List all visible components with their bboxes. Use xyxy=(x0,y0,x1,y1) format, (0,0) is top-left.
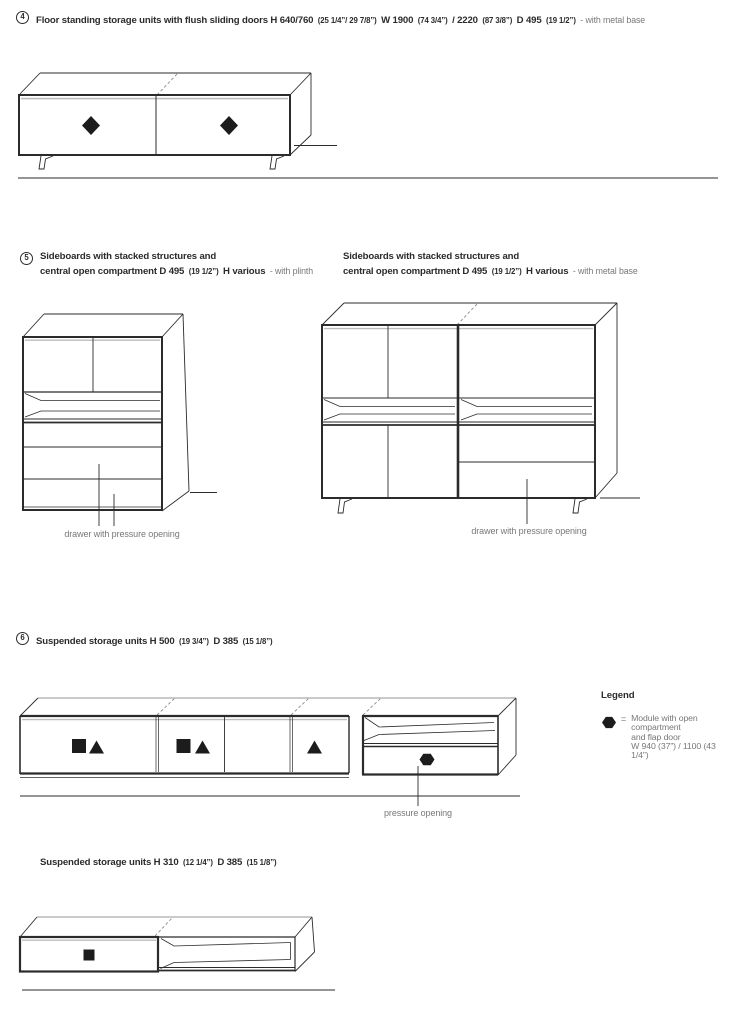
module-division-dashed-line xyxy=(291,698,309,715)
title-part: - with plinth xyxy=(269,265,314,276)
drawing-sideboard-metal-base xyxy=(322,303,640,524)
legend-line: W 940 (37”) / 1100 (43 1/4”) xyxy=(631,740,716,761)
title-part: Sideboards with stacked structures and xyxy=(40,251,217,262)
legend-row xyxy=(601,714,733,760)
module-division-dashed-line xyxy=(155,918,172,936)
title-part: (15 1/8”) xyxy=(246,858,277,867)
section5-left-title xyxy=(40,251,313,278)
open-compartment-interior xyxy=(461,414,592,420)
triangle-marker xyxy=(89,741,104,754)
open-compartment-interior xyxy=(365,718,494,728)
title-part: D 385 xyxy=(217,857,243,868)
legend-line: Module with open xyxy=(631,713,698,723)
legend-line: and flap door xyxy=(631,731,681,742)
diamond-marker xyxy=(82,116,100,135)
drawing-sideboard-plinth xyxy=(23,314,217,526)
open-compartment-interior xyxy=(324,414,455,420)
legend-title: Legend xyxy=(601,690,635,701)
title-part: (15 1/8”) xyxy=(242,637,273,646)
legend-equals: = xyxy=(621,714,627,724)
label-drawer-pressure-opening: drawer with pressure opening xyxy=(471,526,587,536)
drawing-suspended-unit-h500 xyxy=(20,698,520,806)
triangle-marker xyxy=(195,741,210,754)
label-pressure-opening: pressure opening xyxy=(384,808,452,818)
open-compartment-interior xyxy=(364,731,495,741)
section6-header xyxy=(16,631,273,649)
title-part: D 385 xyxy=(213,636,239,647)
title-part: (25 1/4”/ 29 7/8”) xyxy=(317,16,377,25)
title-part: Suspended storage units H 500 xyxy=(36,636,175,647)
title-part: central open compartment D 495 xyxy=(343,265,488,277)
square-marker xyxy=(72,739,86,753)
open-compartment-interior xyxy=(324,400,455,407)
title-part: H various xyxy=(223,265,266,277)
title-part: Suspended storage units H 310 xyxy=(40,857,179,868)
title-part: (19 3/4”) xyxy=(178,637,209,646)
legend-text xyxy=(631,714,733,760)
title-part: (19 1/2”) xyxy=(545,16,576,25)
module-division-dashed-line xyxy=(157,698,175,715)
title-part: H various xyxy=(526,265,569,277)
legend xyxy=(601,690,733,760)
module-division-dashed-line xyxy=(457,303,478,325)
metal-leg xyxy=(338,499,352,513)
hexagon-marker xyxy=(420,754,435,766)
module-division-dashed-line xyxy=(157,73,178,95)
label-drawer-pressure-opening: drawer with pressure opening xyxy=(64,529,180,539)
open-compartment-interior xyxy=(161,939,291,947)
title-part: (87 3/8”) xyxy=(482,16,513,25)
diamond-marker xyxy=(220,116,238,135)
section7-header xyxy=(40,852,277,870)
drawing-suspended-unit-h310 xyxy=(20,917,335,990)
open-compartment-interior xyxy=(25,394,160,401)
title-part: (12 1/4”) xyxy=(182,858,213,867)
title-part xyxy=(40,264,313,279)
title-part: D 495 xyxy=(516,15,542,26)
legend-line: compartment xyxy=(631,722,681,733)
hexagon-icon xyxy=(601,716,617,734)
title-part: (19 1/2”) xyxy=(491,266,522,276)
title-part: - with metal base xyxy=(572,265,638,276)
open-compartment-interior xyxy=(461,400,592,407)
title-part: central open compartment D 495 xyxy=(40,265,185,277)
metal-leg xyxy=(270,156,284,169)
section4-number-badge: 4 xyxy=(16,11,29,24)
title-part: (19 1/2”) xyxy=(188,266,219,276)
section5-right-title xyxy=(343,251,638,278)
triangle-marker xyxy=(307,741,322,754)
title-part: (74 3/4”) xyxy=(417,16,448,25)
section5-number-badge: 5 xyxy=(20,252,33,265)
section5-left-header xyxy=(20,251,313,278)
title-part xyxy=(343,264,638,279)
title-part: - with metal base xyxy=(580,15,646,25)
section4-header xyxy=(16,10,645,28)
square-marker xyxy=(177,739,191,753)
section6-number-badge: 6 xyxy=(16,632,29,645)
section5-right-header xyxy=(343,251,638,278)
open-compartment-interior xyxy=(25,411,160,417)
section7-title xyxy=(40,852,277,870)
title-part: Floor standing storage units with flush sliding doors H 640/760 xyxy=(36,15,314,26)
section6-title xyxy=(36,631,273,649)
drawing-floor-unit-sliding-doors xyxy=(18,73,718,178)
section4-title xyxy=(36,10,645,28)
title-part: Sideboards with stacked structures and xyxy=(343,251,520,262)
square-marker xyxy=(84,950,95,961)
title-part: W 1900 xyxy=(381,15,414,26)
metal-leg xyxy=(573,499,587,513)
metal-leg xyxy=(39,156,53,169)
title-part: / 2220 xyxy=(452,15,478,26)
module-division-dashed-line xyxy=(363,698,381,715)
